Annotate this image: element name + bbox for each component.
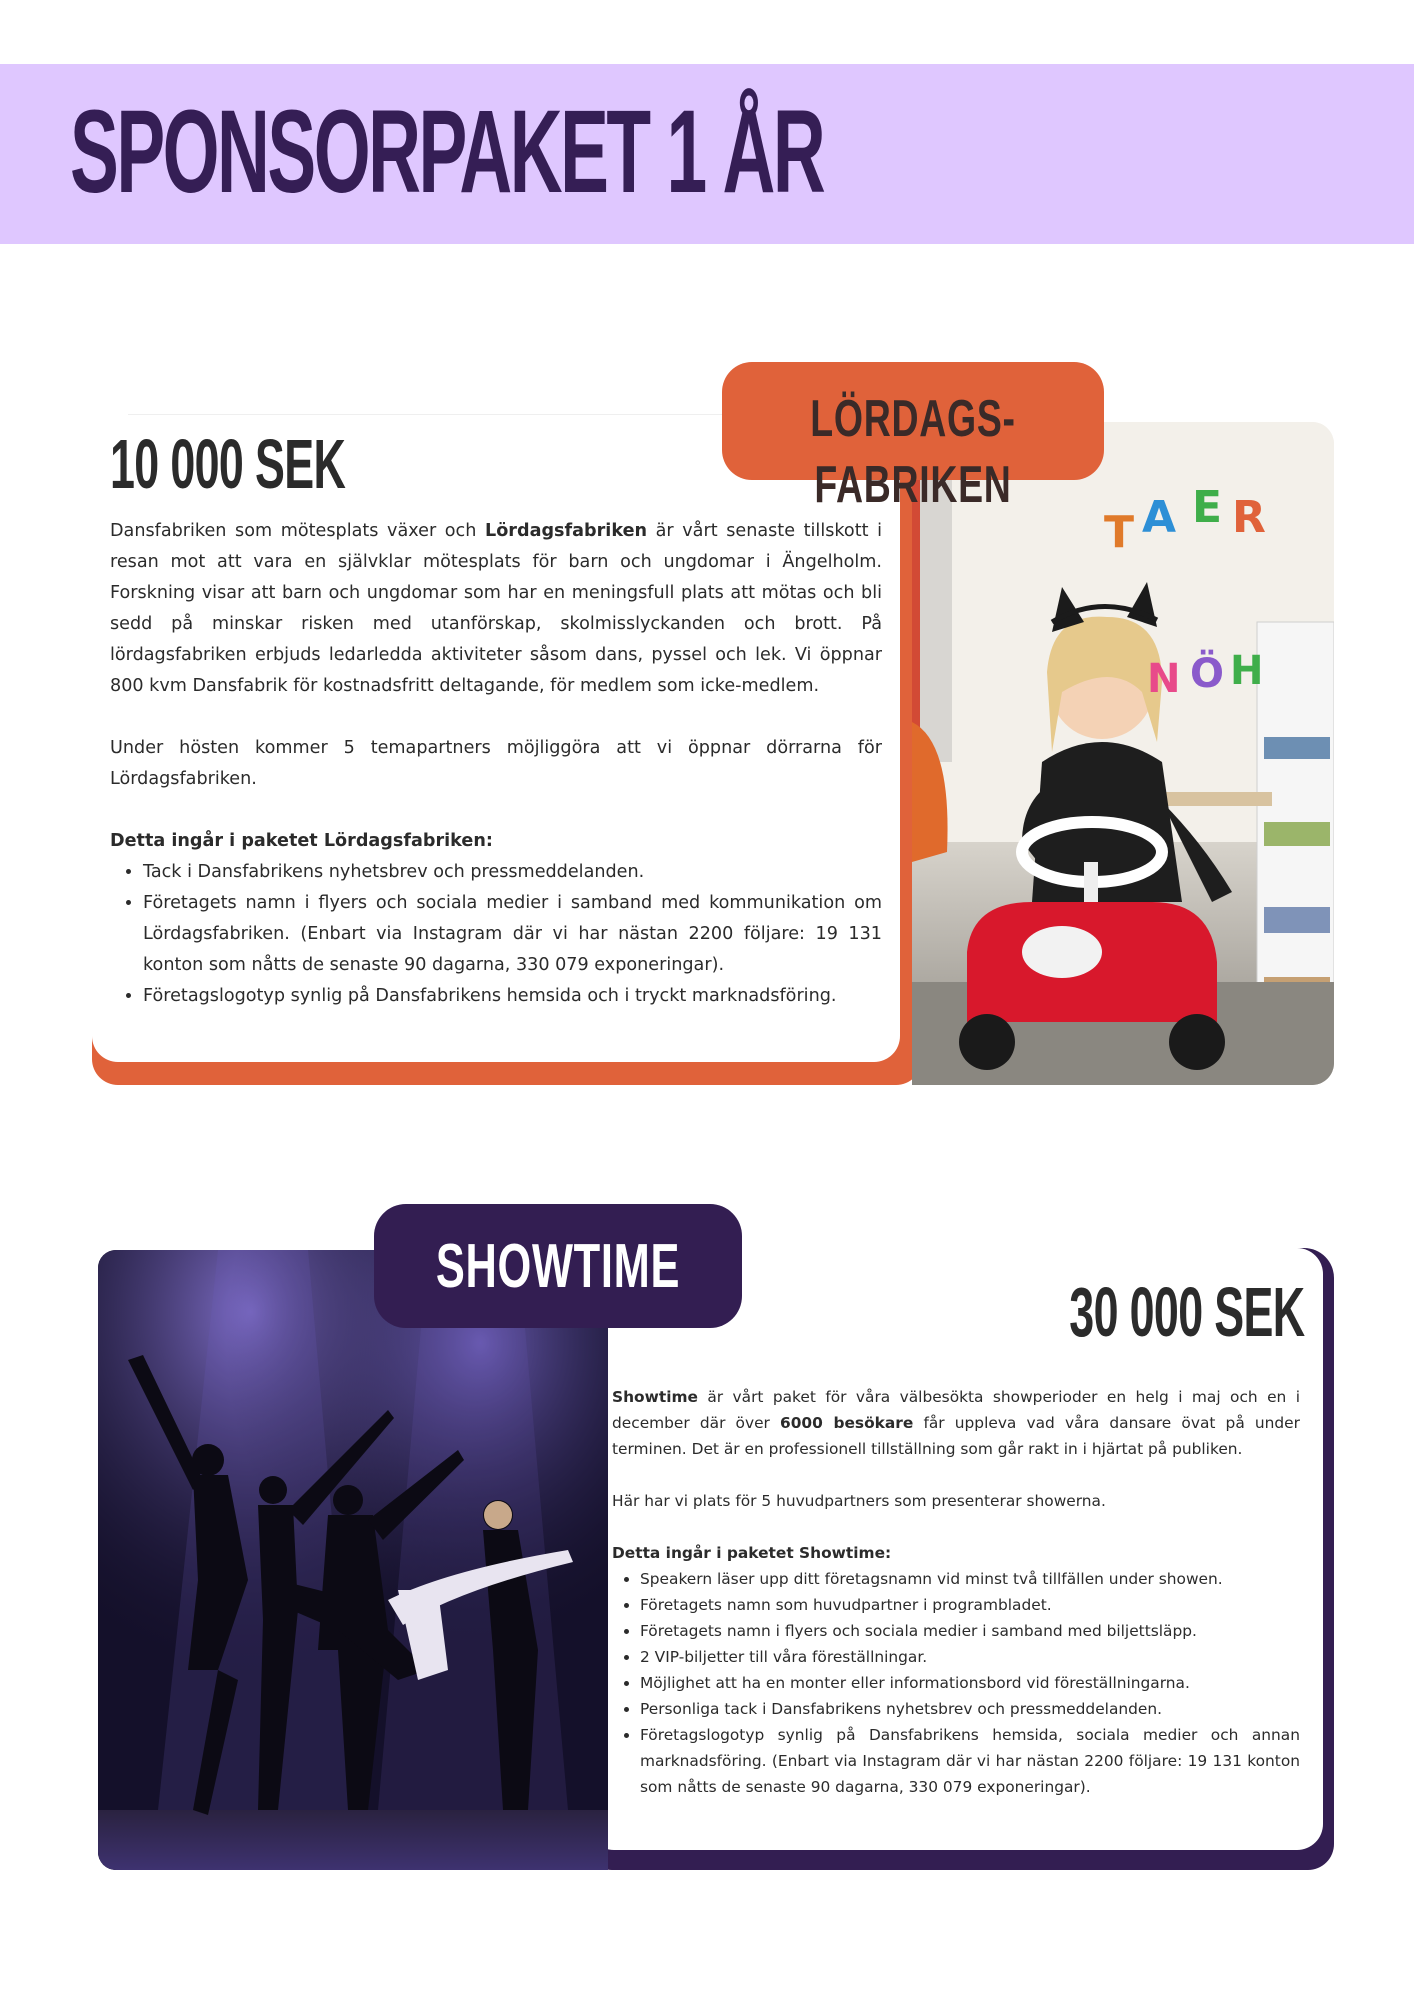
svg-text:N: N bbox=[1147, 656, 1181, 702]
lordags-price: 10 000 SEK bbox=[110, 425, 346, 503]
showtime-partners: Här har vi plats för 5 huvudpartners som presenterar showerna. bbox=[612, 1492, 1106, 1510]
lordags-intro-a: Dansfabriken som mötesplats växer och bbox=[110, 521, 485, 541]
lordags-photo-illustration bbox=[912, 422, 1334, 1085]
svg-text:Ö: Ö bbox=[1190, 651, 1225, 697]
showtime-intro-b: är vårt paket för våra välbesökta showperioder en helg i maj och en i december där över bbox=[612, 1388, 1300, 1432]
showtime-intro-bold: Showtime bbox=[612, 1388, 698, 1406]
showtime-intro-d: får uppleva vad våra dansare övat på under terminen. Det är en professionell tillställning som går rakt in i hjärtat på publiken. bbox=[612, 1414, 1300, 1458]
showtime-list-heading-text: Detta ingår i paketet Showtime: bbox=[612, 1544, 892, 1562]
showtime-intro-visitors: 6000 besökare bbox=[780, 1414, 914, 1432]
list-item: • Företagets namn i flyers och sociala medier i samband med kommunikation om Lördagsfabriken. (Enbart via Instagram där vi har nästan 2200 följare: 19 131 konton som nåtts de senaste 90 dagarna, 330 079 exponeringar). bbox=[143, 888, 882, 981]
list-item: • Företagets namn som huvudpartner i programbladet. bbox=[640, 1592, 1300, 1618]
showtime-list-heading bbox=[612, 1540, 1300, 1566]
lordags-list-heading bbox=[110, 826, 882, 857]
svg-text:A: A bbox=[1142, 492, 1177, 543]
showtime-tag bbox=[374, 1204, 742, 1328]
list-item: • Möjlighet att ha en monter eller informationsbord vid föreställningarna. bbox=[640, 1670, 1300, 1696]
lordags-top-divider bbox=[128, 414, 728, 415]
lordags-intro-bold: Lördagsfabriken bbox=[485, 521, 648, 541]
list-item: • Speakern läser upp ditt företagsnamn vid minst två tillfällen under showen. bbox=[640, 1566, 1300, 1592]
lordags-tag-label: LÖRDAGS-FABRIKEN bbox=[810, 390, 1016, 514]
page-title: SPONSORPAKET 1 ÅR bbox=[70, 86, 824, 218]
showtime-photo bbox=[98, 1250, 608, 1870]
lordags-list bbox=[110, 857, 882, 1012]
svg-text:R: R bbox=[1232, 492, 1266, 543]
list-item: • Företagslogotyp synlig på Dansfabrikens hemsida och i tryckt marknadsföring. bbox=[143, 981, 882, 1012]
showtime-tag-label: SHOWTIME bbox=[435, 1232, 681, 1301]
svg-text:T: T bbox=[1104, 507, 1135, 558]
list-item: • Företagslogotyp synlig på Dansfabrikens hemsida, sociala medier och annan marknadsföring. (Enbart via Instagram där vi har nästan 2200 följare: 19 131 konton som nåtts de senaste 90 dagarna, 330 079 exponeringar). bbox=[640, 1722, 1300, 1800]
showtime-photo-illustration bbox=[98, 1250, 608, 1870]
header-band bbox=[0, 64, 1414, 244]
lordags-intro-c: är vårt senaste tillskott i resan mot att vara en självklar mötesplats för barn och ungdomar i Ängelholm. Forskning visar att barn och ungdomar som har en meningsfull plats att mötas och bli sedd på minskar risken med utanförskap, skolmisslyckanden och brott. På lördagsfabriken erbjuds ledarledda aktiviteter såsom dans, pyssel och lek. Vi öppnar 800 kvm Dansfabrik för kostnadsfritt deltagande, för medlem som icke-medlem. bbox=[110, 521, 882, 696]
list-item: • Tack i Dansfabrikens nyhetsbrev och pressmeddelanden. bbox=[143, 857, 882, 888]
list-item: • Företagets namn i flyers och sociala medier i samband med biljettsläpp. bbox=[640, 1618, 1300, 1644]
svg-text:E: E bbox=[1192, 482, 1223, 533]
lordags-body bbox=[110, 516, 882, 1012]
lordags-partners: Under hösten kommer 5 temapartners möjliggöra att vi öppnar dörrarna för Lördagsfabriken. bbox=[110, 738, 882, 789]
list-item: • 2 VIP-biljetter till våra föreställningar. bbox=[640, 1644, 1300, 1670]
svg-text:H: H bbox=[1230, 648, 1264, 694]
lordags-photo bbox=[912, 422, 1334, 1085]
showtime-body bbox=[612, 1384, 1300, 1800]
list-item: • Personliga tack i Dansfabrikens nyhetsbrev och pressmeddelanden. bbox=[640, 1696, 1300, 1722]
lordags-intro bbox=[110, 516, 882, 702]
showtime-list bbox=[612, 1566, 1300, 1800]
showtime-price: 30 000 SEK bbox=[1068, 1273, 1304, 1351]
showtime-intro bbox=[612, 1384, 1300, 1462]
lordags-list-heading-text: Detta ingår i paketet Lördagsfabriken: bbox=[110, 831, 493, 851]
lordags-tag bbox=[722, 362, 1104, 514]
